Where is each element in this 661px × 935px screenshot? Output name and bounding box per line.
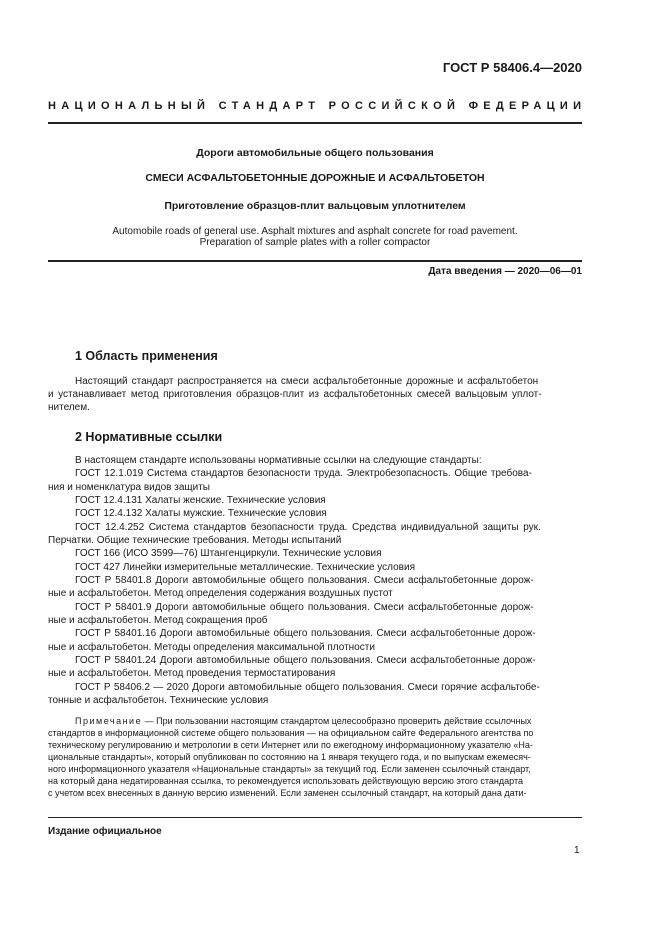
note-text: — При пользовании настоящим стандартом целесообразно проверить действие ссылочных — [142, 716, 532, 726]
section-2-line: ные и асфальтобетон. Метод сокращения проб — [48, 615, 268, 626]
section-2-line: ГОСТ Р 58406.2 — 2020 Дороги автомобильные общего пользования. Смеси горячие асфальтобе- — [75, 682, 540, 693]
section-2-line: ГОСТ Р 58401.9 Дороги автомобильные общего пользования. Смеси асфальтобетонные дорож- — [75, 602, 534, 613]
note-line: стандартов в информационной системе общего пользования — на официальном сайте Федерального агентства по — [48, 728, 534, 738]
note-line: с учетом всех внесенных в данную версию изменений. Если заменен ссылочный стандарт, на который дана дати- — [48, 788, 527, 798]
title-line-2: СМЕСИ АСФАЛЬТОБЕТОННЫЕ ДОРОЖНЫЕ И АСФАЛЬТОБЕТОН — [145, 172, 485, 184]
section-2-line: ГОСТ 12.4.252 Система стандартов безопасности труда. Средства индивидуальной защиты рук. — [75, 522, 541, 533]
section-2-line: ГОСТ 12.1.019 Система стандартов безопасности труда. Электробезопасность. Общие требова- — [75, 468, 532, 479]
title-line-1: Дороги автомобильные общего пользования — [196, 147, 434, 159]
footer-divider — [48, 817, 582, 818]
section-2-line: ГОСТ Р 58401.8 Дороги автомобильные общего пользования. Смеси асфальтобетонные дорож- — [75, 575, 534, 586]
section-1-heading: 1 Область применения — [75, 349, 218, 363]
section-2-line: ные и асфальтобетон. Методы определения максимальной плотности — [48, 642, 375, 653]
english-title-2: Preparation of sample plates with a roller compactor — [199, 237, 431, 248]
section-2-line: ные и асфальтобетон. Метод проведения термостатирования — [48, 668, 336, 679]
page-number: 1 — [574, 845, 580, 856]
title-divider — [48, 260, 582, 262]
section-2-line: Перчатки. Общие технические требования. Методы испытаний — [48, 535, 342, 546]
section-2-line: ГОСТ 12.4.132 Халаты мужские. Технические условия — [75, 508, 327, 519]
section-1-line: нителем. — [48, 402, 90, 413]
document-number: ГОСТ Р 58406.4—2020 — [442, 60, 582, 75]
note-first-line — [75, 715, 531, 727]
section-2-heading: 2 Нормативные ссылки — [75, 430, 223, 444]
note-line: циональные стандарты», который опубликован по состоянию на 1 января текущего года, и по выпускам ежемесяч- — [48, 752, 531, 762]
english-title-1: Automobile roads of general use. Asphalt mixtures and asphalt concrete for road pavement. — [112, 226, 518, 237]
note-line: техническому регулированию и метрологии в сети Интернет или по ежегодному информационному указателю «На- — [48, 740, 533, 750]
section-2-line: ные и асфальтобетон. Метод определения содержания воздушных пустот — [48, 588, 393, 599]
header-divider — [48, 122, 582, 124]
note-line: ного информационного указателя «Национальные стандарты» за текущий год. Если заменен ссылочный стандарт, — [48, 764, 531, 774]
section-1-line: и устанавливает метод приготовления образцов-плит из асфальтобетонных смесей вальцовым уплот- — [48, 389, 542, 400]
section-2-line: ГОСТ 427 Линейки измерительные металлические. Технические условия — [75, 562, 415, 573]
section-2-line: В настоящем стандарте использованы нормативные ссылки на следующие стандарты: — [75, 455, 482, 466]
title-line-3: Приготовление образцов-плит вальцовым уплотнителем — [164, 200, 466, 212]
section-2-line: тонные и асфальтобетон. Технические условия — [48, 695, 269, 706]
introduction-date: Дата введения — 2020—06—01 — [428, 266, 582, 277]
note-line: на который дана недатированная ссылка, то рекомендуется использовать действующую версию этого стандарта — [48, 776, 523, 786]
section-1-line: Настоящий стандарт распространяется на смеси асфальтобетонные дорожные и асфальтобетон — [75, 376, 539, 387]
section-2-line: ния и номенклатура видов защиты — [48, 482, 210, 493]
official-edition-label: Издание официальное — [48, 826, 162, 837]
section-2-line: ГОСТ 166 (ИСО 3599—76) Штангенциркули. Технические условия — [75, 548, 382, 559]
note-label: Примечание — [75, 716, 143, 726]
section-2-line: ГОСТ Р 58401.16 Дороги автомобильные общего пользования. Смеси асфальтобетонные дорож- — [75, 628, 536, 639]
national-standard-banner: НАЦИОНАЛЬНЫЙ СТАНДАРТ РОССИЙСКОЙ ФЕДЕРАЦИИ — [48, 100, 587, 112]
section-2-line: ГОСТ Р 58401.24 Дороги автомобильные общего пользования. Смеси асфальтобетонные дорож- — [75, 655, 536, 666]
section-2-line: ГОСТ 12.4.131 Халаты женские. Технические условия — [75, 495, 326, 506]
